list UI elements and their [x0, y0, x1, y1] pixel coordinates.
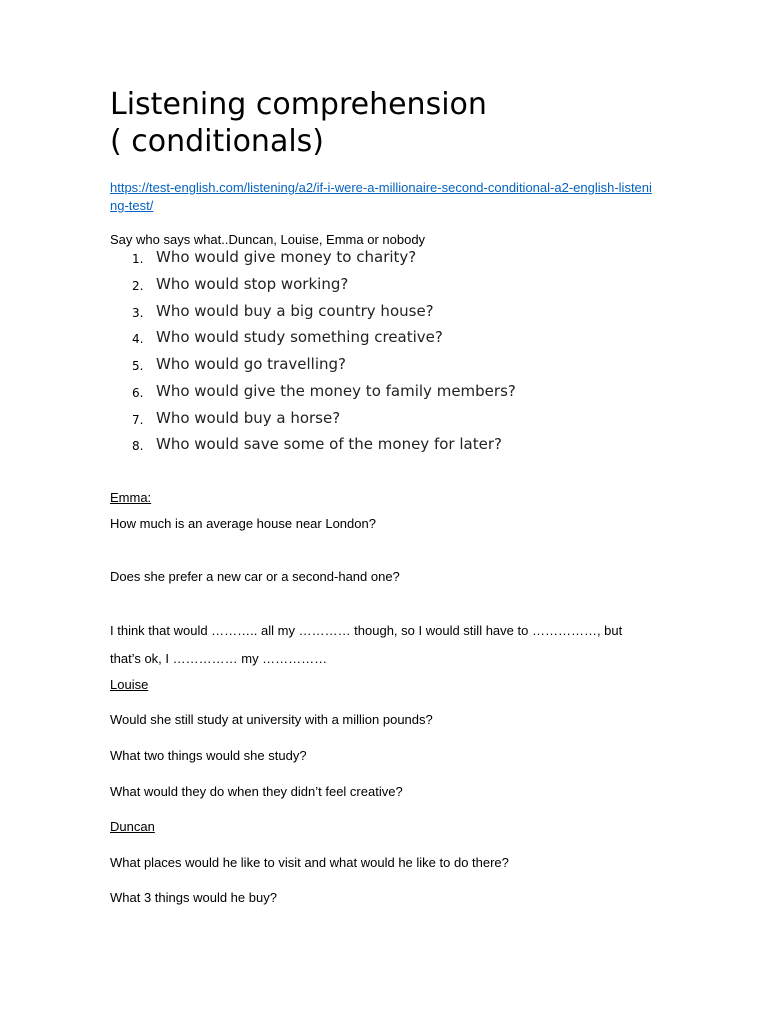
instruction-text: Say who says what..Duncan, Louise, Emma or nobody [110, 232, 426, 247]
question-text: Who would save some of the money for later? [156, 435, 502, 454]
emma-question-2: Does she prefer a new car or a second-hand one? [110, 569, 400, 584]
duncan-heading: Duncan [110, 819, 155, 834]
emma-heading: Emma: [110, 490, 152, 505]
louise-question-3: What would they do when they didn’t feel creative? [110, 784, 403, 799]
louise-heading: Louise [110, 677, 149, 692]
duncan-question-2: What 3 things would he buy? [110, 890, 277, 905]
question-text: Who would stop working? [156, 274, 349, 293]
question-text: Who would study something creative? [156, 328, 443, 347]
question-number: 3. [132, 305, 144, 320]
question-number: 6. [132, 385, 144, 400]
question-number: 2. [132, 278, 144, 293]
listening-test-link[interactable]: https://test-english.com/listening/a2/if-i-were-a-millionaire-second-conditional-a2-english-listening-test/ [110, 180, 652, 213]
question-number: 7. [132, 412, 144, 427]
question-text: Who would buy a big country house? [156, 301, 434, 320]
question-number: 5. [132, 359, 144, 373]
question-text: Who would buy a horse? [156, 408, 341, 427]
question-text: Who would give the money to family members? [156, 381, 516, 400]
duncan-question-1: What places would he like to visit and what would he like to do there? [110, 855, 509, 870]
emma-question-1: How much is an average house near London? [110, 516, 376, 531]
emma-fill-line-1: I think that would ……….. all my ………… though, so I would still have to ……………, but [110, 623, 623, 638]
question-number: 8. [132, 439, 144, 454]
question-text: Who would go travelling? [156, 355, 346, 373]
title-line-1: Listening comprehension [110, 87, 487, 122]
emma-fill-line-2: that’s ok, I …………… my …………… [110, 651, 328, 666]
title-line-2: ( conditionals) [110, 124, 324, 159]
louise-question-2: What two things would she study? [110, 748, 307, 763]
document-page [110, 0, 670, 1024]
question-text: Who would give money to charity? [156, 248, 417, 266]
question-number: 4. [132, 332, 144, 347]
question-number: 1. [132, 252, 144, 266]
page-title [110, 86, 487, 160]
louise-question-1: Would she still study at university with a million pounds? [110, 712, 433, 727]
